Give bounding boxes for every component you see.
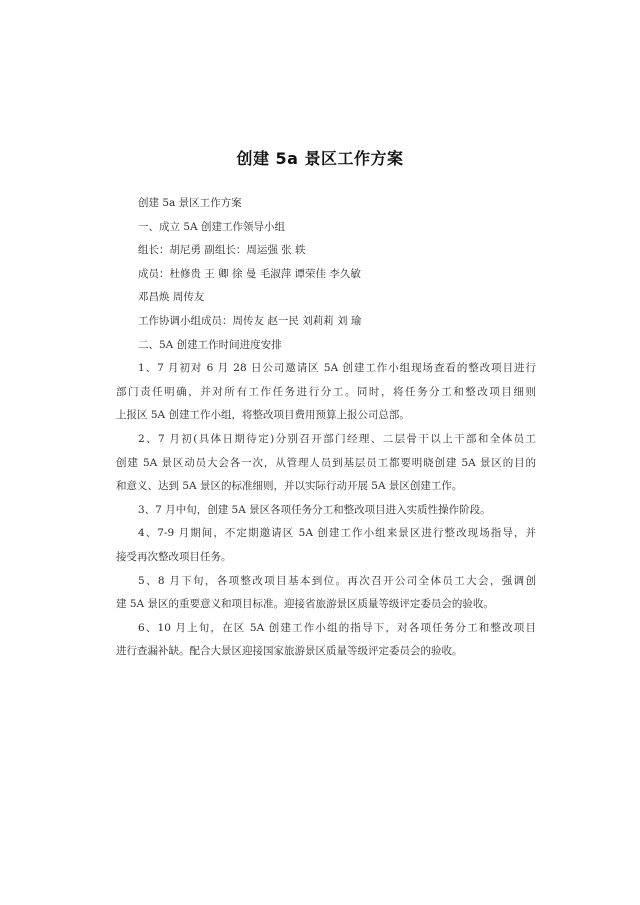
subtitle-line: 创建 5a 景区工作方案 [138, 197, 242, 209]
paragraph-2 [116, 428, 536, 499]
paragraph-1 [116, 357, 536, 428]
members-line-cont: 邓昌焕 周传友 [138, 291, 205, 304]
paragraph-line: 4、7-9 月期间，不定期邀请区 5A 创建工作小组来景区进行整改现场指导，并 [138, 527, 536, 540]
paragraph-line: 2、7 月初(具体日期待定)分别召开部门经理、二层骨干以上干部和全体员工 [138, 432, 536, 445]
paragraph-line: 和意义、达到 5A 景区的标准细则，并以实际行动开展 5A 景区创建工作。 [116, 480, 463, 493]
paragraph-line: 上报区 5A 创建工作小组，将整改项目费用预算上报公司总部。 [116, 409, 410, 422]
paragraph-line: 3、7 月中旬，创建 5A 景区各项任务分工和整改项目进入实质性操作阶段。 [138, 503, 491, 516]
document-body [116, 192, 536, 664]
section-heading-2: 二、5A 创建工作时间进度安排 [138, 338, 282, 351]
paragraph-line: 进行查漏补缺。配合大景区迎接国家旅游景区质量等级评定委员会的验收。 [116, 645, 463, 658]
paragraph-line: 创建 5A 景区动员大会各一次，从管理人员到基层员工都要明晓创建 5A 景区的目的 [116, 456, 536, 469]
section-heading-1: 一、成立 5A 创建工作领导小组 [138, 220, 285, 233]
paragraph-line: 1、7 月初对 6 月 28 日公司邀请区 5A 创建工作小组现场查看的整改项目进行 [138, 362, 536, 375]
document-title: 创建 5a 景区工作方案 [236, 149, 404, 168]
coordination-group-line: 工作协调小组成员：周传友 赵一民 刘莉莉 刘 瑜 [138, 314, 362, 327]
paragraph-4 [116, 522, 536, 569]
paragraph-line: 6、10 月上旬，在区 5A 创建工作小组的指导下，对各项任务分工和整改项目 [138, 621, 536, 634]
members-line: 成员：杜修贵 王 卿 徐 曼 毛淑萍 谭荣佳 李久敏 [138, 267, 361, 280]
paragraph-line: 建 5A 景区的重要意义和项目标准。迎接省旅游景区质量等级评定委员会的验收。 [116, 598, 494, 611]
paragraph-5 [116, 570, 536, 617]
paragraph-line: 接受再次整改项目任务。 [116, 550, 232, 563]
paragraph-line: 5、8 月下旬，各项整改项目基本到位。再次召开公司全体员工大会，强调创 [138, 574, 536, 587]
paragraph-3 [116, 499, 536, 523]
paragraph-line: 部门责任明确，并对所有工作任务进行分工。同时，将任务分工和整改项目细则 [116, 385, 536, 398]
leader-line: 组长：胡尼勇 副组长：周运强 张 轶 [138, 244, 306, 257]
paragraph-6 [116, 617, 536, 664]
